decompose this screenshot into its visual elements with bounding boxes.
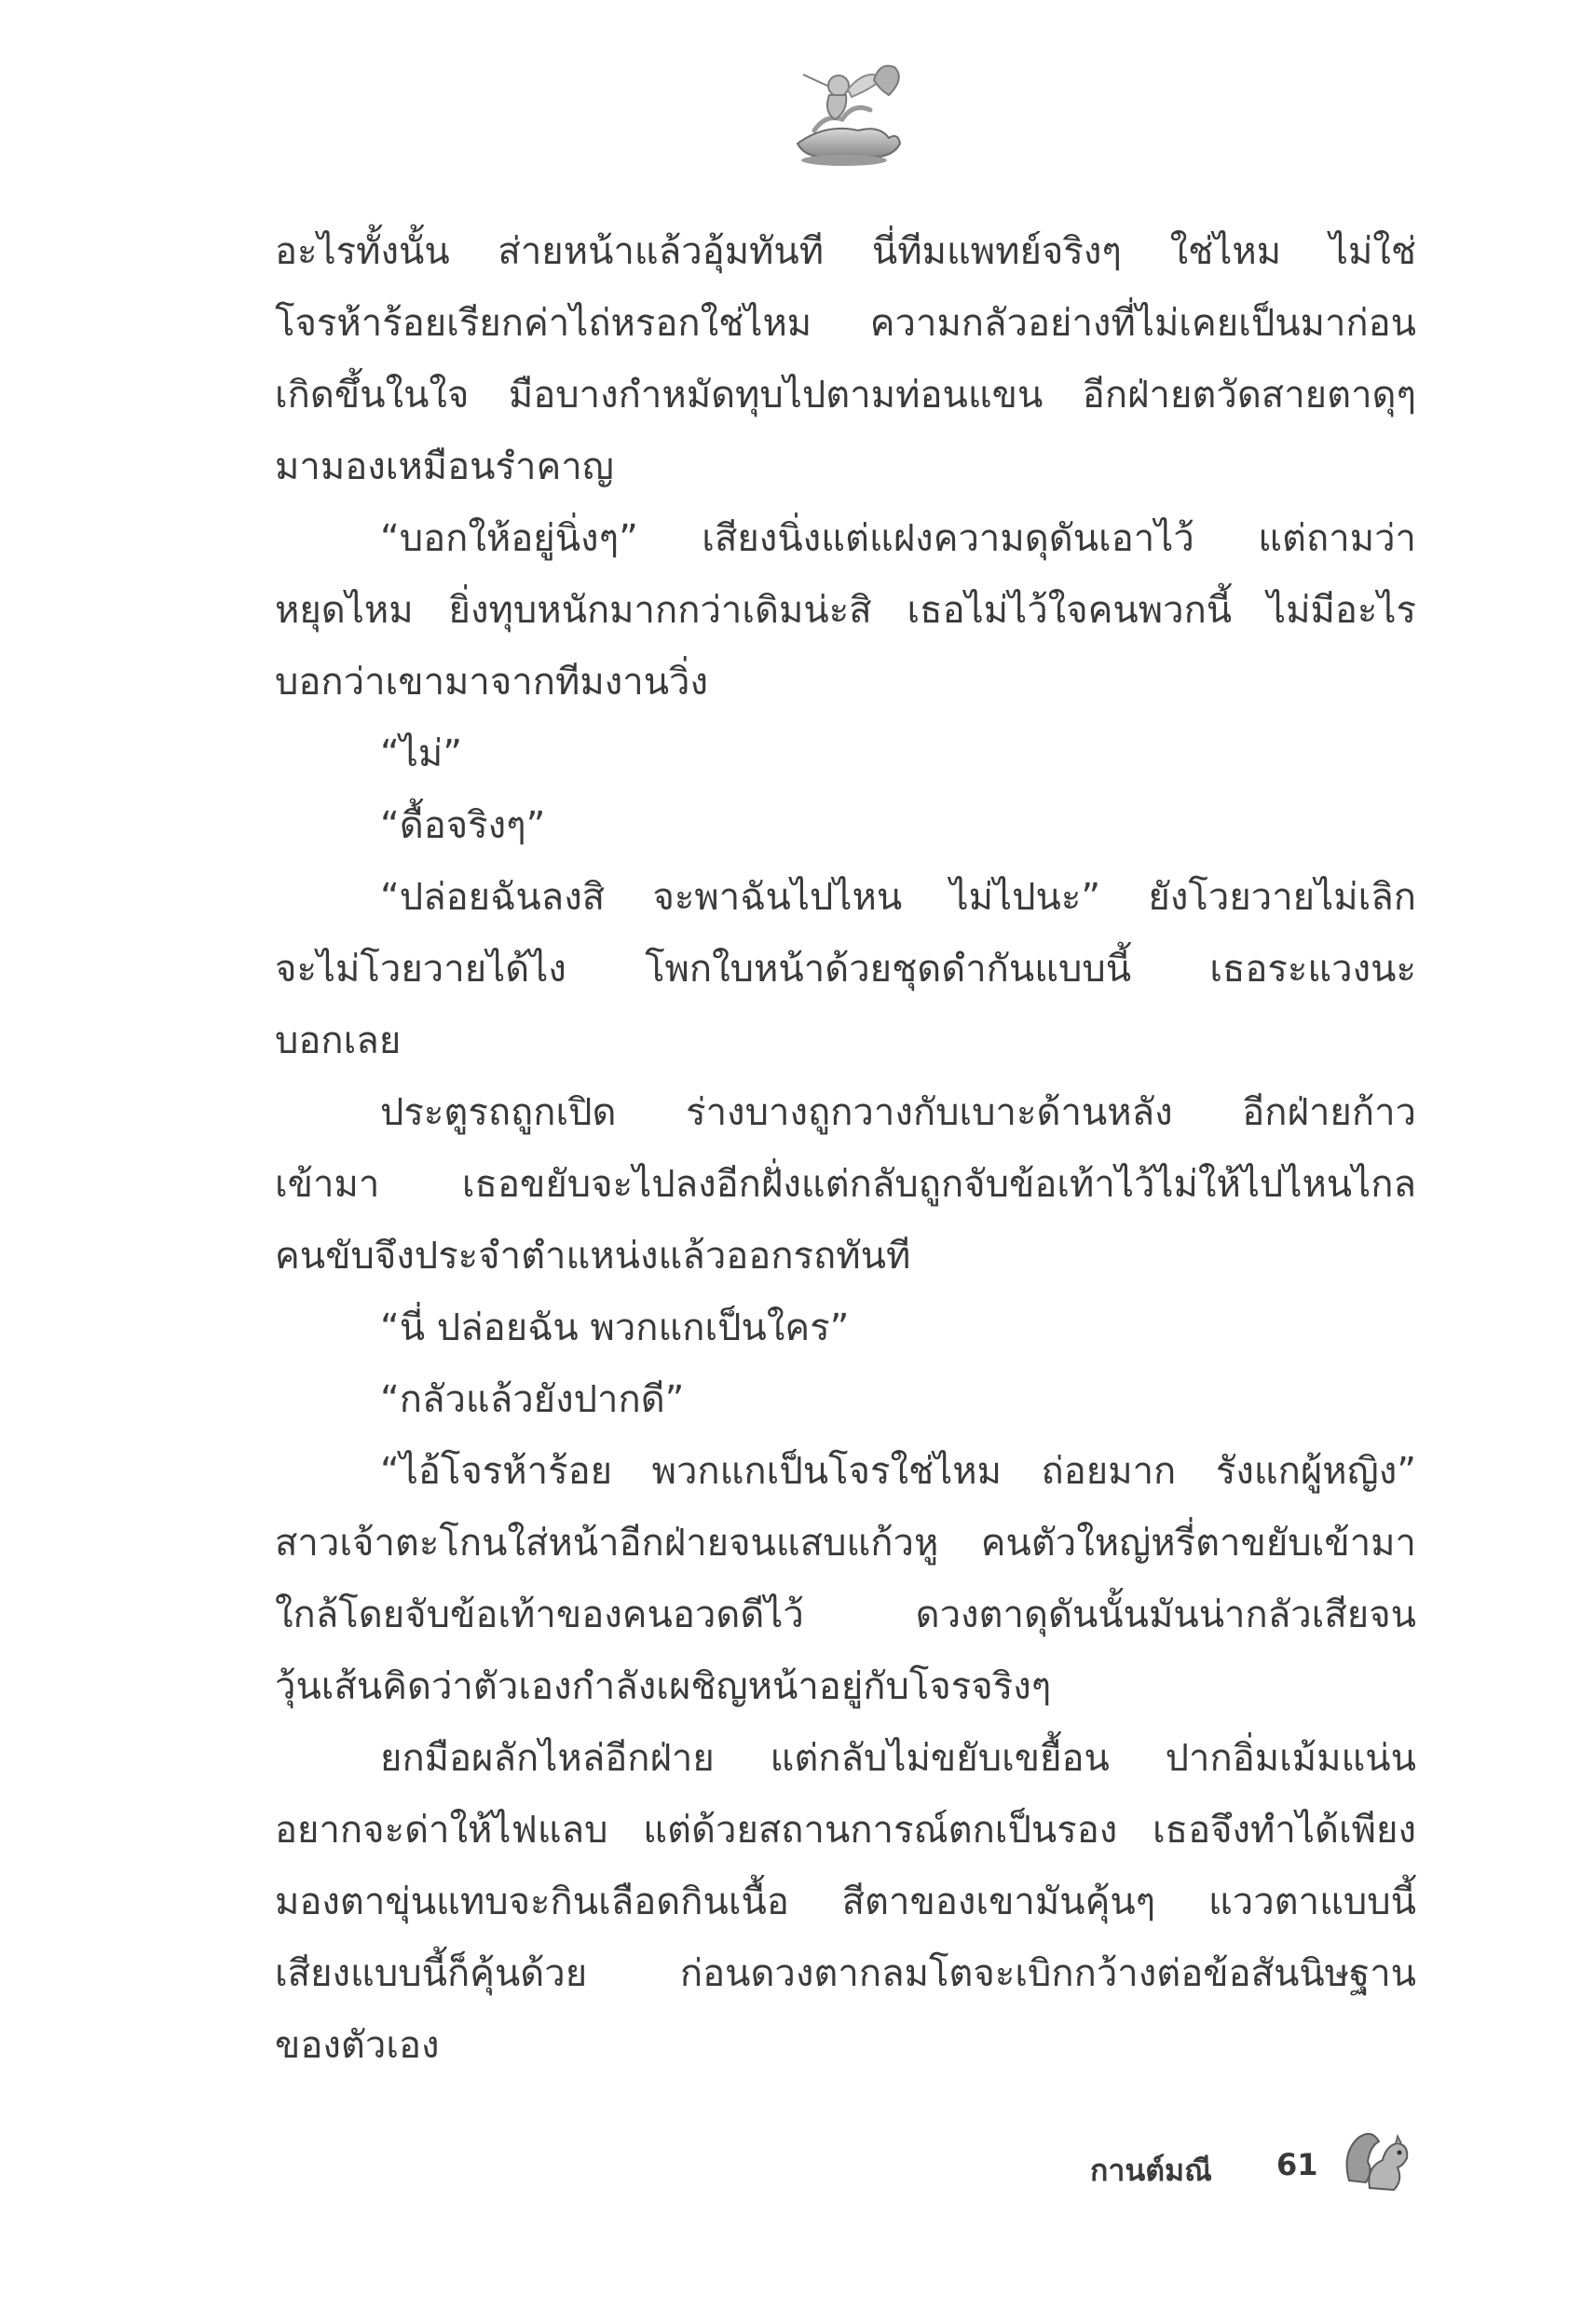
page-number: 61 (1276, 2147, 1318, 2182)
body-text (275, 216, 1416, 2082)
text-line: โจรห้าร้อยเรียกค่าไถ่หรอกใช่ไหม ความกลัวอย่างที่ไม่เคยเป็นมาก่อน (275, 302, 1416, 345)
running-title: กานต์มณี (1090, 2153, 1212, 2188)
text-line: อยากจะด่าให้ไฟแลบ แต่ด้วยสถานการณ์ตกเป็นรอง เธอจึงทำได้เพียง (275, 1809, 1416, 1852)
text-line: ประตูรถถูกเปิด ร่างบางถูกวางกับเบาะด้านหลัง อีกฝ่ายก้าว (380, 1091, 1416, 1134)
text-line: บอกเลย (275, 1019, 402, 1062)
text-line: ของตัวเอง (275, 2024, 440, 2067)
text-line: สาวเจ้าตะโกนใส่หน้าอีกฝ่ายจนแสบแก้วหู คนตัวใหญ่หรี่ตาขยับเข้ามา (275, 1522, 1416, 1565)
text-line: ใกล้โดยจับข้อเท้าของคนอวดดีไว้ ดวงตาดุดันนั้นมันน่ากลัวเสียจน (275, 1593, 1416, 1636)
text-line: “นี่ ปล่อยฉัน พวกแกเป็นใคร” (380, 1306, 850, 1349)
text-line: วุ้นเส้นคิดว่าตัวเองกำลังเผชิญหน้าอยู่กับโจรจริงๆ (275, 1665, 1052, 1708)
text-line: คนขับจึงประจำตำแหน่งแล้วออกรถทันที (275, 1235, 911, 1278)
text-line: เข้ามา เธอขยับจะไปลงอีกฝั่งแต่กลับถูกจับข้อเท้าไว้ไม่ให้ไปไหนไกล (275, 1163, 1416, 1206)
squirrel-icon (1342, 2125, 1416, 2199)
text-line: หยุดไหม ยิ่งทุบหนักมากกว่าเดิมน่ะสิ เธอไม่ไว้ใจคนพวกนี้ ไม่มีอะไร (275, 589, 1416, 632)
page-footer (1090, 2125, 1463, 2199)
text-line: “ดื้อจริงๆ” (380, 804, 546, 847)
text-line: ยกมือผลักไหล่อีกฝ่าย แต่กลับไม่ขยับเขยื้อน ปากอิ่มเม้มแน่น (380, 1737, 1416, 1780)
text-line: จะไม่โวยวายได้ไง โพกใบหน้าด้วยชุดดำกันแบบนี้ เธอระแวงนะ (275, 948, 1416, 991)
teapot-cupid-icon (770, 58, 919, 170)
text-line: มามองเหมือนรำคาญ (275, 445, 614, 488)
text-line: “กลัวแล้วยังปากดี” (380, 1378, 685, 1421)
text-line: “ปล่อยฉันลงสิ จะพาฉันไปไหน ไม่ไปนะ” ยังโวยวายไม่เลิก (380, 876, 1416, 919)
text-line: บอกว่าเขามาจากทีมงานวิ่ง (275, 661, 709, 704)
text-line: “ไม่” (380, 732, 462, 775)
text-line: เกิดขึ้นในใจ มือบางกำหมัดทุบไปตามท่อนแขน อีกฝ่ายตวัดสายตาดุๆ (275, 374, 1416, 417)
text-line: “ไอ้โจรห้าร้อย พวกแกเป็นโจรใช่ไหม ถ่อยมาก รังแกผู้หญิง” (380, 1450, 1416, 1493)
text-line: อะไรทั้งนั้น ส่ายหน้าแล้วอุ้มทันที นี่ทีมแพทย์จริงๆ ใช่ไหม ไม่ใช่ (275, 230, 1416, 273)
text-line: มองตาขุ่นแทบจะกินเลือดกินเนื้อ สีตาของเขามันคุ้นๆ แววตาแบบนี้ (275, 1880, 1416, 1923)
text-line: เสียงแบบนี้ก็คุ้นด้วย ก่อนดวงตากลมโตจะเบิกกว้างต่อข้อสันนิษฐาน (275, 1952, 1416, 1995)
text-line: “บอกให้อยู่นิ่งๆ” เสียงนิ่งแต่แฝงความดุดันเอาไว้ แต่ถามว่า (380, 517, 1416, 560)
